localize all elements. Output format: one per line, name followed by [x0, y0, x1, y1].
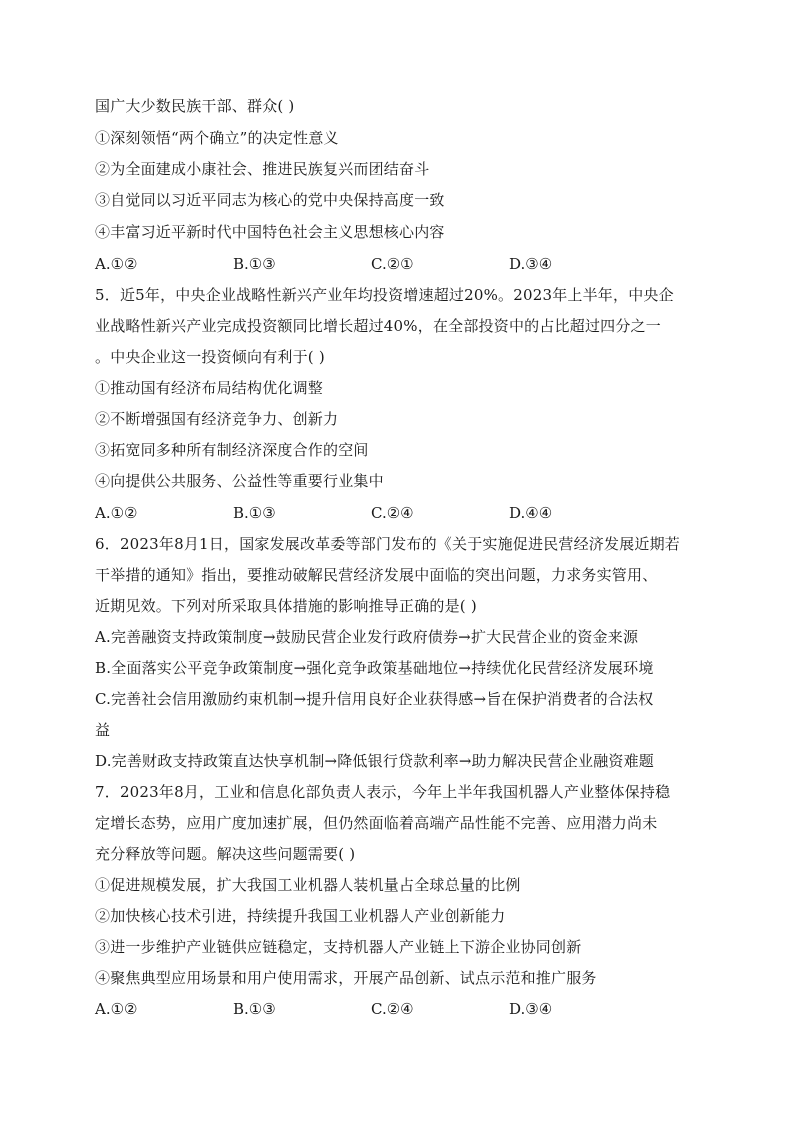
- q4-item-2: ②为全面建成小康社会、推进民族复兴而团结奋斗: [95, 160, 430, 178]
- q4-option-a[interactable]: A.①②: [95, 255, 138, 273]
- q6-stem-line-2: 干举措的通知》指出，要推动破解民营经济发展中面临的突出问题，力求务实管用、: [95, 566, 658, 584]
- q4-item-4: ④丰富习近平新时代中国特色社会主义思想核心内容: [95, 223, 445, 241]
- q6-choice-d[interactable]: D.完善财政支持政策直达快享机制→降低银行贷款利率→助力解决民营企业融资难题: [95, 752, 654, 770]
- q7-item-2: ②加快核心技术引进，持续提升我国工业机器人产业创新能力: [95, 907, 506, 925]
- q6-stem-line-1: 6．2023年8月1日，国家发展改革委等部门发布的《关于实施促进民营经济发展近期若: [95, 535, 681, 553]
- q4-item-3: ③自觉同以习近平同志为核心的党中央保持高度一致: [95, 191, 445, 209]
- q6-stem-line-3: 近期见效。下列对所采取具体措施的影响推导正确的是( ): [95, 597, 477, 615]
- q5-options: [95, 503, 695, 523]
- q5-item-4: ④向提供公共服务、公益性等重要行业集中: [95, 472, 384, 490]
- q7-option-a[interactable]: A.①②: [95, 1000, 138, 1018]
- q5-stem-line-1: 5．近5年，中央企业战略性新兴产业年均投资增速超过20%。2023年上半年，中央企: [95, 286, 674, 304]
- q5-item-2: ②不断增强国有经济竞争力、创新力: [95, 410, 339, 428]
- q4-option-c[interactable]: C.②①: [371, 255, 414, 273]
- q4-option-d[interactable]: D.③④: [509, 255, 553, 273]
- q5-option-c[interactable]: C.②④: [371, 504, 414, 522]
- q5-stem-line-2: 业战略性新兴产业完成投资额同比增长超过40%，在全部投资中的占比超过四分之一: [95, 317, 661, 335]
- q6-choice-b[interactable]: B.全面落实公平竞争政策制度→强化竞争政策基础地位→持续优化民营经济发展环境: [95, 659, 654, 677]
- q7-item-3: ③进一步维护产业链供应链稳定，支持机器人产业链上下游企业协同创新: [95, 938, 582, 956]
- q7-stem-line-2: 定增长态势，应用广度加速扩展，但仍然面临着高端产品性能不完善、应用潜力尚未: [95, 814, 658, 832]
- q7-option-b[interactable]: B.①③: [233, 1000, 276, 1018]
- q4-stem-tail: 国广大少数民族干部、群众( ): [95, 97, 295, 115]
- q7-stem-line-3: 充分释放等问题。解决这些问题需要( ): [95, 845, 356, 863]
- q5-item-1: ①推动国有经济布局结构优化调整: [95, 379, 324, 397]
- q5-stem-line-3: 。中央企业这一投资倾向有利于( ): [95, 348, 325, 366]
- q5-option-a[interactable]: A.①②: [95, 504, 138, 522]
- q7-options: [95, 999, 695, 1019]
- q7-stem-line-1: 7．2023年8月，工业和信息化部负责人表示，今年上半年我国机器人产业整体保持稳: [95, 783, 671, 801]
- q5-option-d[interactable]: D.④④: [509, 504, 553, 522]
- q4-option-b[interactable]: B.①③: [233, 255, 276, 273]
- q7-option-d[interactable]: D.③④: [509, 1000, 553, 1018]
- q7-item-1: ①促进规模发展，扩大我国工业机器人装机量占全球总量的比例: [95, 876, 521, 894]
- q4-item-1: ①深刻领悟“两个确立”的决定性意义: [95, 129, 339, 147]
- q6-choice-c[interactable]: C.完善社会信用激励约束机制→提升信用良好企业获得感→旨在保护消费者的合法权: [95, 690, 654, 708]
- q6-choice-a[interactable]: A.完善融资支持政策制度→鼓励民营企业发行政府债券→扩大民营企业的资金来源: [95, 628, 639, 646]
- q7-item-4: ④聚焦典型应用场景和用户使用需求，开展产品创新、试点示范和推广服务: [95, 969, 597, 987]
- q6-choice-c-cont: 益: [95, 721, 111, 739]
- q5-option-b[interactable]: B.①③: [233, 504, 276, 522]
- q4-options: [95, 254, 695, 274]
- q5-item-3: ③拓宽同多种所有制经济深度合作的空间: [95, 441, 369, 459]
- q7-option-c[interactable]: C.②④: [371, 1000, 414, 1018]
